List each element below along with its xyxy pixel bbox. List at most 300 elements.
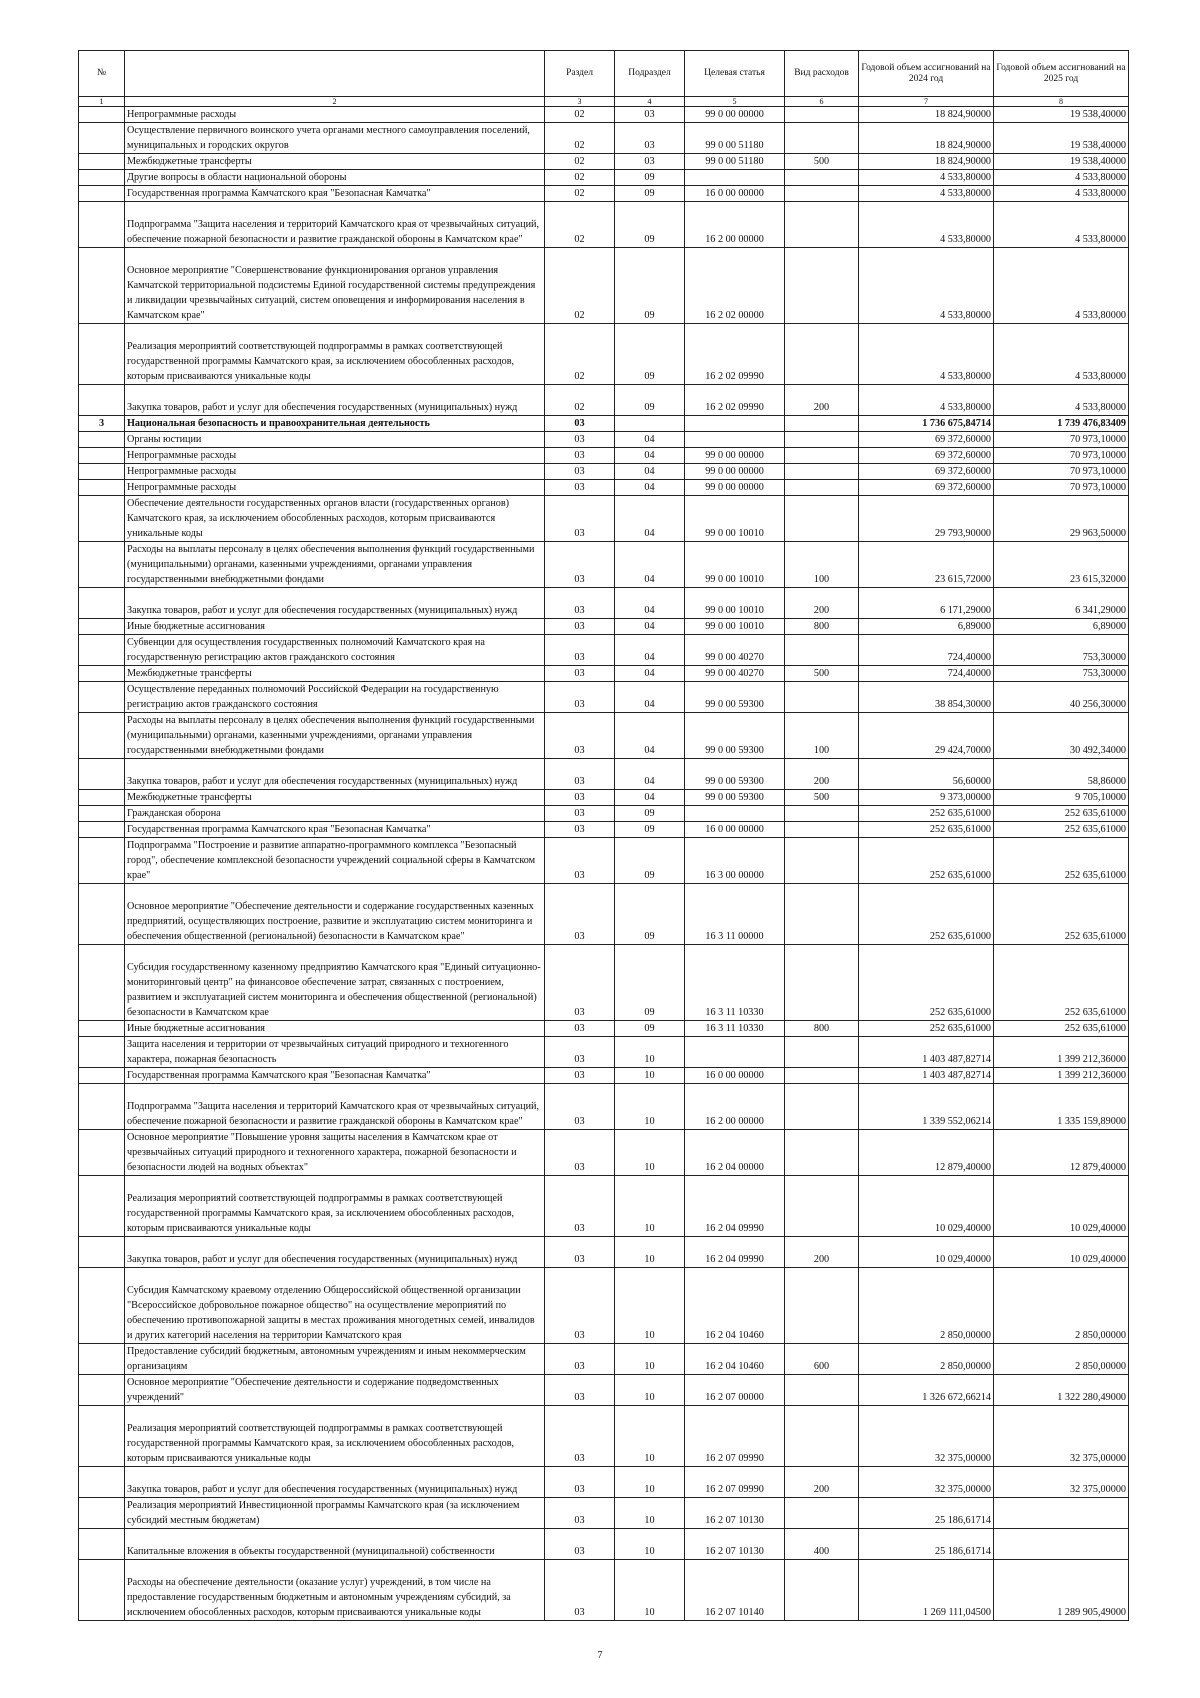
row-razdel: 03 [545,635,615,666]
row-target: 16 2 04 00000 [685,1130,785,1176]
row-no [79,1068,125,1084]
row-vid [785,202,859,248]
row-name: Государственная программа Камчатского края "Безопасная Камчатка" [125,822,545,838]
row-podrazdel: 10 [615,1268,685,1344]
row-target [685,416,785,432]
row-podrazdel: 10 [615,1130,685,1176]
table-row [79,838,1129,884]
row-no [79,945,125,1021]
row-y2025: 58,86000 [994,759,1129,790]
row-razdel: 02 [545,186,615,202]
row-name: Предоставление субсидий бюджетным, автономным учреждениям и иным некоммерческим организациям [125,1344,545,1375]
row-y2024: 69 372,60000 [859,432,994,448]
table-row [79,790,1129,806]
table-row [79,1344,1129,1375]
table-row [79,202,1129,248]
row-y2025 [994,1498,1129,1529]
row-name: Расходы на обеспечение деятельности (оказание услуг) учреждений, в том числе на предоставление государственным бюджетным и автономным учреждениям субсидий, за исключением обособленных расходов, которым присваиваются уникальные коды [125,1560,545,1621]
row-target: 16 2 07 09990 [685,1406,785,1467]
table-row [79,464,1129,480]
row-target: 99 0 00 00000 [685,107,785,123]
row-vid: 400 [785,1529,859,1560]
row-vid: 100 [785,713,859,759]
row-name: Реализация мероприятий соответствующей подпрограммы в рамках соответствующей государственной программы Камчатского края, за исключением обособленных расходов, которым присваиваются уникальные коды [125,324,545,385]
row-name: Органы юстиции [125,432,545,448]
colnum-8: 8 [994,97,1129,107]
header-row [79,51,1129,97]
row-vid [785,1268,859,1344]
row-vid: 800 [785,1021,859,1037]
row-name: Расходы на выплаты персоналу в целях обеспечения выполнения функций государственными (муниципальными) органами, казенными учреждениями, органами управления государственными внебюджетными фондами [125,542,545,588]
row-no [79,170,125,186]
row-razdel: 03 [545,1237,615,1268]
table-row [79,1176,1129,1237]
table-row [79,324,1129,385]
row-y2025: 9 705,10000 [994,790,1129,806]
row-target: 16 2 04 10460 [685,1344,785,1375]
row-razdel: 03 [545,432,615,448]
row-razdel: 03 [545,666,615,682]
table-row [79,884,1129,945]
row-target: 16 2 07 00000 [685,1375,785,1406]
row-vid [785,248,859,324]
row-no [79,186,125,202]
colnum-1: 1 [79,97,125,107]
table-row [79,1130,1129,1176]
row-vid [785,448,859,464]
header-y2024: Годовой объем ассигнований на 2024 год [859,51,994,97]
row-no [79,107,125,123]
row-target [685,170,785,186]
row-podrazdel: 03 [615,123,685,154]
row-podrazdel [615,416,685,432]
row-y2025: 1 289 905,49000 [994,1560,1129,1621]
row-vid: 200 [785,588,859,619]
table-row [79,448,1129,464]
row-y2024: 18 824,90000 [859,107,994,123]
row-podrazdel: 10 [615,1406,685,1467]
row-vid [785,838,859,884]
row-target: 16 3 11 00000 [685,884,785,945]
row-y2025: 4 533,80000 [994,202,1129,248]
row-razdel: 03 [545,713,615,759]
row-y2025: 252 635,61000 [994,884,1129,945]
row-y2024: 69 372,60000 [859,448,994,464]
row-razdel: 03 [545,619,615,635]
row-razdel: 03 [545,1037,615,1068]
table-row [79,682,1129,713]
colnum-5: 5 [685,97,785,107]
colnum-3: 3 [545,97,615,107]
row-name: Основное мероприятие "Обеспечение деятельности и содержание государственных казенных предприятий, осуществляющих построение, развитие и эксплуатацию систем мониторинга и обеспечения общественной (региональной) безопасности в Камчатском крае" [125,884,545,945]
row-name: Непрограммные расходы [125,107,545,123]
row-razdel: 03 [545,1344,615,1375]
row-name: Государственная программа Камчатского края "Безопасная Камчатка" [125,186,545,202]
row-y2024: 6,89000 [859,619,994,635]
row-razdel: 02 [545,107,615,123]
row-podrazdel: 09 [615,202,685,248]
row-target: 99 0 00 00000 [685,464,785,480]
row-y2025: 29 963,50000 [994,496,1129,542]
row-target: 16 2 07 10130 [685,1529,785,1560]
row-name: Обеспечение деятельности государственных органов власти (государственных органов) Камчатского края, за исключением обособленных расходов, которым присваиваются уникальные коды [125,496,545,542]
row-vid [785,464,859,480]
row-name: Основное мероприятие "Совершенствование функционирования органов управления Камчатской территориальной подсистемы Единой государственной системы предупреждения и ликвидации чрезвычайных ситуаций, систем оповещения и информирования населения в Камчатском крае" [125,248,545,324]
row-target: 99 0 00 10010 [685,542,785,588]
row-name: Капитальные вложения в объекты государственной (муниципальной) собственности [125,1529,545,1560]
row-y2025: 6,89000 [994,619,1129,635]
row-razdel: 02 [545,248,615,324]
row-vid [785,1498,859,1529]
row-target: 99 0 00 59300 [685,682,785,713]
row-podrazdel: 09 [615,385,685,416]
row-y2024: 724,40000 [859,635,994,666]
row-no [79,1176,125,1237]
row-name: Межбюджетные трансферты [125,154,545,170]
row-y2024: 252 635,61000 [859,806,994,822]
table-row [79,1375,1129,1406]
row-y2025: 19 538,40000 [994,154,1129,170]
table-row [79,806,1129,822]
table-row [79,542,1129,588]
row-vid [785,1176,859,1237]
row-y2025: 1 739 476,83409 [994,416,1129,432]
row-y2024: 4 533,80000 [859,170,994,186]
row-y2024: 18 824,90000 [859,123,994,154]
row-no [79,1529,125,1560]
row-y2024: 10 029,40000 [859,1176,994,1237]
budget-sheet [78,50,1128,1621]
row-vid [785,1560,859,1621]
row-podrazdel: 04 [615,759,685,790]
row-y2025 [994,1529,1129,1560]
row-y2025: 753,30000 [994,666,1129,682]
row-no [79,806,125,822]
row-name: Гражданская оборона [125,806,545,822]
row-y2024: 69 372,60000 [859,464,994,480]
row-no [79,1021,125,1037]
row-name: Межбюджетные трансферты [125,790,545,806]
row-name: Подпрограмма "Построение и развитие аппаратно-программного комплекса "Безопасный город", обеспечение комплексной безопасности учреждений социальной сферы в Камчатском крае" [125,838,545,884]
row-target: 16 2 02 09990 [685,324,785,385]
row-y2024: 252 635,61000 [859,1021,994,1037]
table-row [79,713,1129,759]
row-podrazdel: 04 [615,790,685,806]
row-no [79,1084,125,1130]
row-vid [785,107,859,123]
row-razdel: 03 [545,496,615,542]
table-row [79,635,1129,666]
row-razdel: 03 [545,1068,615,1084]
row-no [79,1268,125,1344]
row-y2025: 19 538,40000 [994,123,1129,154]
row-target [685,432,785,448]
row-vid [785,806,859,822]
row-target: 16 2 04 09990 [685,1176,785,1237]
row-no [79,1237,125,1268]
row-y2025: 4 533,80000 [994,324,1129,385]
row-no [79,202,125,248]
row-name: Осуществление первичного воинского учета органами местного самоуправления поселений, муниципальных и городских округов [125,123,545,154]
row-y2024: 1 269 111,04500 [859,1560,994,1621]
header-y2025: Годовой объем ассигнований на 2025 год [994,51,1129,97]
row-vid: 200 [785,759,859,790]
table-row [79,822,1129,838]
row-y2024: 25 186,61714 [859,1498,994,1529]
row-podrazdel: 10 [615,1498,685,1529]
row-y2025: 32 375,00000 [994,1406,1129,1467]
row-name: Непрограммные расходы [125,464,545,480]
row-name: Непрограммные расходы [125,448,545,464]
table-row [79,1084,1129,1130]
row-razdel: 03 [545,480,615,496]
row-vid [785,884,859,945]
row-y2024: 25 186,61714 [859,1529,994,1560]
table-row [79,619,1129,635]
row-y2025: 70 973,10000 [994,432,1129,448]
table-row [79,496,1129,542]
row-y2024: 252 635,61000 [859,838,994,884]
row-razdel: 03 [545,1021,615,1037]
row-razdel: 03 [545,1084,615,1130]
row-target: 16 2 00 00000 [685,202,785,248]
row-y2024: 6 171,29000 [859,588,994,619]
row-razdel: 03 [545,806,615,822]
budget-table [78,50,1129,1621]
row-vid [785,682,859,713]
row-no [79,432,125,448]
row-y2024: 9 373,00000 [859,790,994,806]
row-y2025: 70 973,10000 [994,448,1129,464]
table-row [79,154,1129,170]
row-name: Подпрограмма "Защита населения и территорий Камчатского края от чрезвычайных ситуаций, обеспечение пожарной безопасности и развитие гражданской обороны в Камчатском крае" [125,202,545,248]
row-y2024: 23 615,72000 [859,542,994,588]
row-y2025: 32 375,00000 [994,1467,1129,1498]
row-razdel: 02 [545,324,615,385]
row-name: Субсидия государственному казенному предприятию Камчатского края "Единый ситуационно-мониторинговый центр" на финансовое обеспечение затрат, связанных с построением, развитием и эксплуатацией систем мониторинга и обеспечения общественной (региональной) безопасности в Камчатском крае [125,945,545,1021]
row-name: Закупка товаров, работ и услуг для обеспечения государственных (муниципальных) нужд [125,1237,545,1268]
row-vid [785,170,859,186]
row-name: Закупка товаров, работ и услуг для обеспечения государственных (муниципальных) нужд [125,385,545,416]
row-podrazdel: 04 [615,448,685,464]
row-y2025: 4 533,80000 [994,385,1129,416]
row-no [79,838,125,884]
row-razdel: 02 [545,170,615,186]
row-razdel: 03 [545,588,615,619]
row-vid [785,1084,859,1130]
table-row [79,1237,1129,1268]
row-target: 16 3 11 10330 [685,945,785,1021]
row-podrazdel: 09 [615,945,685,1021]
row-y2024: 4 533,80000 [859,186,994,202]
row-target: 99 0 00 59300 [685,790,785,806]
row-razdel: 03 [545,448,615,464]
row-target: 16 0 00 00000 [685,1068,785,1084]
row-podrazdel: 10 [615,1176,685,1237]
row-podrazdel: 09 [615,248,685,324]
row-podrazdel: 09 [615,1021,685,1037]
row-y2025: 19 538,40000 [994,107,1129,123]
row-podrazdel: 04 [615,480,685,496]
row-razdel: 03 [545,1130,615,1176]
row-no [79,496,125,542]
row-y2024: 12 879,40000 [859,1130,994,1176]
row-y2024: 56,60000 [859,759,994,790]
row-target: 16 2 00 00000 [685,1084,785,1130]
row-target: 99 0 00 40270 [685,635,785,666]
row-vid: 800 [785,619,859,635]
row-podrazdel: 10 [615,1068,685,1084]
row-target: 99 0 00 10010 [685,619,785,635]
row-y2025: 4 533,80000 [994,186,1129,202]
row-no [79,1467,125,1498]
row-name: Субсидия Камчатскому краевому отделению Общероссийской общественной организации "Всероссийское добровольное пожарное общество" на осуществление мероприятий по обеспечению противопожарной защиты в местах проживания многодетных семей, инвалидов и других категорий населения на территории Камчатского края [125,1268,545,1344]
row-name: Иные бюджетные ассигнования [125,619,545,635]
row-podrazdel: 09 [615,806,685,822]
table-row [79,1021,1129,1037]
row-razdel: 03 [545,1176,615,1237]
table-row [79,432,1129,448]
row-no [79,1037,125,1068]
row-podrazdel: 04 [615,432,685,448]
row-razdel: 03 [545,790,615,806]
row-name: Реализация мероприятий Инвестиционной программы Камчатского края (за исключением субсидий местным бюджетам) [125,1498,545,1529]
row-no [79,1498,125,1529]
row-podrazdel: 10 [615,1344,685,1375]
table-row [79,1037,1129,1068]
row-no [79,324,125,385]
row-target: 99 0 00 00000 [685,480,785,496]
row-vid [785,1375,859,1406]
row-y2024: 4 533,80000 [859,202,994,248]
row-vid [785,1406,859,1467]
row-podrazdel: 04 [615,619,685,635]
colnum-4: 4 [615,97,685,107]
row-razdel: 03 [545,1560,615,1621]
row-name: Государственная программа Камчатского края "Безопасная Камчатка" [125,1068,545,1084]
row-name: Национальная безопасность и правоохранительная деятельность [125,416,545,432]
row-target: 99 0 00 51180 [685,123,785,154]
row-y2025: 1 322 280,49000 [994,1375,1129,1406]
row-y2024: 38 854,30000 [859,682,994,713]
row-no [79,666,125,682]
row-razdel: 03 [545,884,615,945]
row-y2025: 1 399 212,36000 [994,1037,1129,1068]
row-no: 3 [79,416,125,432]
row-no [79,542,125,588]
row-no [79,464,125,480]
table-row [79,1068,1129,1084]
row-razdel: 02 [545,385,615,416]
row-y2025: 252 635,61000 [994,838,1129,884]
row-target: 16 2 07 10140 [685,1560,785,1621]
row-razdel: 03 [545,416,615,432]
row-name: Реализация мероприятий соответствующей подпрограммы в рамках соответствующей государственной программы Камчатского края, за исключением обособленных расходов, которым присваиваются уникальные коды [125,1406,545,1467]
header-target: Целевая статья [685,51,785,97]
table-row [79,1268,1129,1344]
row-podrazdel: 10 [615,1529,685,1560]
row-y2025: 70 973,10000 [994,464,1129,480]
row-y2025: 252 635,61000 [994,1021,1129,1037]
row-razdel: 03 [545,1375,615,1406]
row-vid: 100 [785,542,859,588]
row-razdel: 03 [545,682,615,713]
row-y2024: 4 533,80000 [859,248,994,324]
row-y2024: 4 533,80000 [859,324,994,385]
row-vid: 500 [785,154,859,170]
row-no [79,588,125,619]
row-y2024: 10 029,40000 [859,1237,994,1268]
row-podrazdel: 10 [615,1084,685,1130]
row-name: Осуществление переданных полномочий Российской Федерации на государственную регистрацию актов гражданского состояния [125,682,545,713]
row-y2025: 10 029,40000 [994,1237,1129,1268]
row-razdel: 03 [545,464,615,480]
table-row [79,385,1129,416]
row-no [79,1375,125,1406]
row-y2025: 30 492,34000 [994,713,1129,759]
row-vid [785,186,859,202]
row-target: 99 0 00 59300 [685,759,785,790]
row-y2025: 40 256,30000 [994,682,1129,713]
row-y2024: 724,40000 [859,666,994,682]
row-podrazdel: 04 [615,682,685,713]
row-name: Субвенции для осуществления государственных полномочий Камчатского края на государственную регистрацию актов гражданского состояния [125,635,545,666]
row-name: Непрограммные расходы [125,480,545,496]
row-podrazdel: 04 [615,464,685,480]
row-target: 99 0 00 00000 [685,448,785,464]
row-no [79,154,125,170]
row-razdel: 03 [545,1467,615,1498]
row-vid: 200 [785,385,859,416]
row-vid [785,432,859,448]
row-vid [785,496,859,542]
budget-rows [79,107,1129,1621]
row-podrazdel: 04 [615,542,685,588]
header-name [125,51,545,97]
row-razdel: 03 [545,838,615,884]
row-podrazdel: 04 [615,588,685,619]
row-target: 99 0 00 40270 [685,666,785,682]
row-y2024: 2 850,00000 [859,1344,994,1375]
row-name: Другие вопросы в области национальной обороны [125,170,545,186]
row-name: Защита населения и территории от чрезвычайных ситуаций природного и техногенного характера, пожарная безопасность [125,1037,545,1068]
header-razdel: Раздел [545,51,615,97]
row-y2025: 753,30000 [994,635,1129,666]
row-target: 99 0 00 10010 [685,496,785,542]
row-podrazdel: 09 [615,170,685,186]
row-name: Расходы на выплаты персоналу в целях обеспечения выполнения функций государственными (муниципальными) органами, казенными учреждениями, органами управления государственными внебюджетными фондами [125,713,545,759]
row-y2025: 12 879,40000 [994,1130,1129,1176]
table-row [79,170,1129,186]
header-vid: Вид расходов [785,51,859,97]
row-no [79,822,125,838]
row-razdel: 03 [545,1406,615,1467]
row-y2024: 1 403 487,82714 [859,1037,994,1068]
colnum-2: 2 [125,97,545,107]
table-row [79,1560,1129,1621]
row-podrazdel: 09 [615,186,685,202]
row-y2025: 2 850,00000 [994,1268,1129,1344]
row-vid [785,480,859,496]
row-podrazdel: 04 [615,713,685,759]
row-y2024: 2 850,00000 [859,1268,994,1344]
row-vid [785,945,859,1021]
table-row [79,1529,1129,1560]
row-vid [785,1130,859,1176]
row-target: 16 2 02 00000 [685,248,785,324]
row-target [685,806,785,822]
row-podrazdel: 04 [615,635,685,666]
